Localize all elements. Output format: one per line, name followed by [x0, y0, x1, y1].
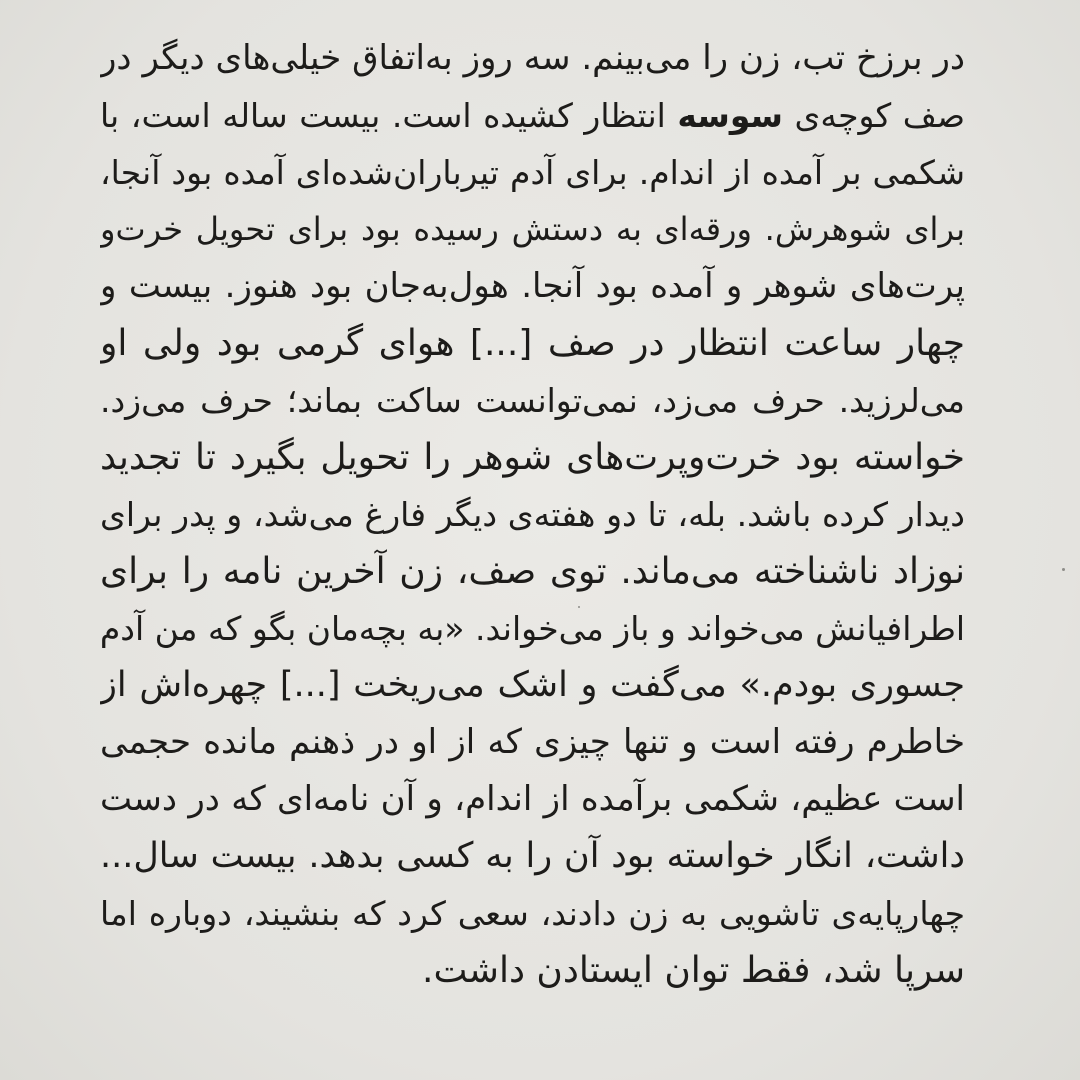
text-line: خواسته بود خرت‌وپرت‌های شوهر را تحویل بگیرد تا تجدید — [100, 437, 965, 478]
paper-speck — [1062, 568, 1065, 571]
text-line: نوزاد ناشناخته می‌ماند. توی صف، زن آخرین نامه را برای — [100, 551, 965, 592]
text-line: جسوری بودم.» می‌گفت و اشک می‌ریخت [...] چهره‌اش از — [100, 665, 965, 705]
text-segment: انتظار کشیده است. بیست ساله است، با — [100, 96, 678, 135]
text-line — [100, 87, 965, 144]
text-line: داشت، انگار خواسته بود آن را به کسی بدهد. بیست سال... — [100, 836, 965, 876]
text-line: چهارپایه‌ی تاشویی به زن دادند، سعی کرد که بنشیند، دوباره اما — [100, 894, 965, 933]
text-line: خاطرم رفته است و تنها چیزی که از او در ذهنم مانده حجمی — [100, 722, 965, 762]
paragraph — [100, 30, 965, 999]
text-line: می‌لرزید. حرف می‌زد، نمی‌توانست ساکت بماند؛ حرف می‌زد. — [100, 381, 965, 420]
text-line: شکمی بر آمده از اندام. برای آدم تیرباران‌شده‌ای آمده بود آنجا، — [100, 153, 965, 192]
text-line-last: سرپا شد، فقط توان ایستادن داشت. — [422, 950, 965, 991]
text-segment: صف کوچه‌ی — [782, 96, 965, 135]
paper-speck — [578, 606, 580, 608]
text-line: چهار ساعت انتظار در صف [...] هوای گرمی بود ولی او — [100, 323, 965, 364]
text-line: در برزخ تب، زن را می‌بینم. سه روز به‌اتفاق خیلی‌های دیگر در — [100, 38, 965, 78]
bold-word: سوسه — [677, 96, 783, 135]
text-line: پرت‌های شوهر و آمده بود آنجا. هول‌به‌جان بود هنوز. بیست و — [100, 266, 965, 306]
text-line: دیدار کرده باشد. بله، تا دو هفته‌ی دیگر فارغ می‌شد، و پدر برای — [100, 495, 965, 534]
text-line: اطرافیانش می‌خواند و باز می‌خواند. «به بچه‌مان بگو که من آدم — [100, 609, 965, 648]
text-line: برای شوهرش. ورقه‌ای به دستش رسیده بود برای تحویل خرت‌و — [100, 210, 965, 248]
text-line: است عظیم، شکمی برآمده از اندام، و آن نامه‌ای که در دست — [100, 779, 965, 819]
